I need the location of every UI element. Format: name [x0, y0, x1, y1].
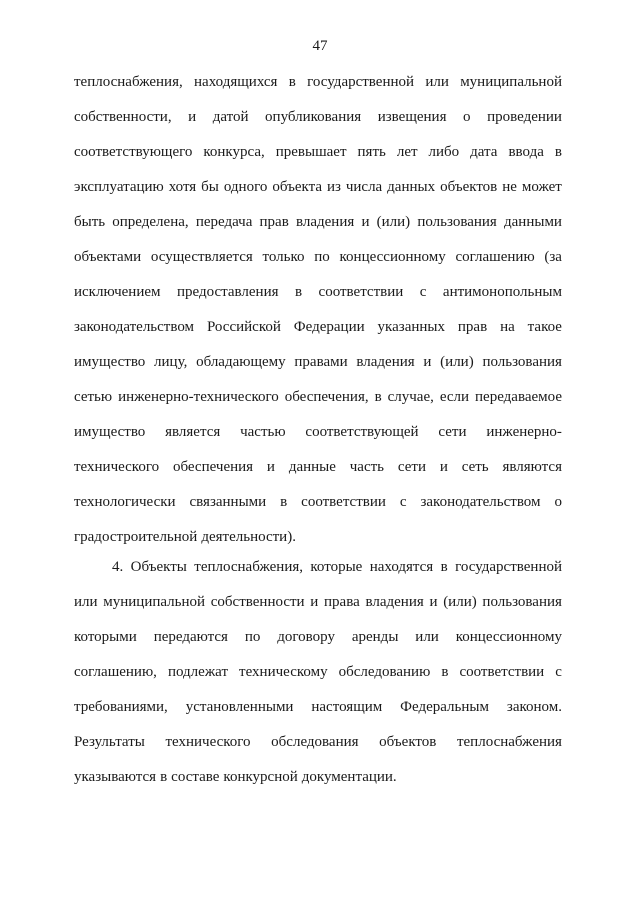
- page-number: 47: [312, 38, 328, 54]
- text-line: сетью инженерно-технического обеспечения, в случае, если передаваемое: [74, 389, 562, 405]
- paragraph-item-4: [74, 557, 562, 802]
- text-line: быть определена, передача прав владения и (или) пользования данными: [74, 214, 562, 230]
- text-line: соответствующего конкурса, превышает пять лет либо дата ввода в: [74, 144, 562, 160]
- text-line: имущество является частью соответствующей сети инженерно-: [74, 424, 562, 440]
- paragraph-continuation: [74, 72, 562, 562]
- text-line: Результаты технического обследования объектов теплоснабжения: [74, 734, 562, 750]
- text-line: технического обеспечения и данные часть сети и сеть являются: [74, 459, 562, 475]
- text-line: требованиями, установленными настоящим Федеральным законом.: [74, 699, 562, 715]
- text-line: законодательством Российской Федерации указанных прав на такое: [74, 319, 562, 335]
- text-line: указываются в составе конкурсной документации.: [74, 769, 397, 785]
- text-line: имущество лицу, обладающему правами владения и (или) пользования: [74, 354, 562, 370]
- text-line: эксплуатацию хотя бы одного объекта из числа данных объектов не может: [74, 179, 562, 195]
- text-line: объектами осуществляется только по концессионному соглашению (за: [74, 249, 562, 265]
- text-line: которыми передаются по договору аренды или концессионному: [74, 629, 562, 645]
- text-line: технологически связанными в соответствии с законодательством о: [74, 494, 562, 510]
- text-line: 4. Объекты теплоснабжения, которые находятся в государственной: [112, 559, 562, 575]
- text-line: исключением предоставления в соответствии с антимонопольным: [74, 284, 562, 300]
- text-line: собственности, и датой опубликования извещения о проведении: [74, 109, 562, 125]
- text-line: теплоснабжения, находящихся в государственной или муниципальной: [74, 74, 562, 90]
- text-line: или муниципальной собственности и права владения и (или) пользования: [74, 594, 562, 610]
- text-line: градостроительной деятельности).: [74, 529, 296, 545]
- text-line: соглашению, подлежат техническому обследованию в соответствии с: [74, 664, 562, 680]
